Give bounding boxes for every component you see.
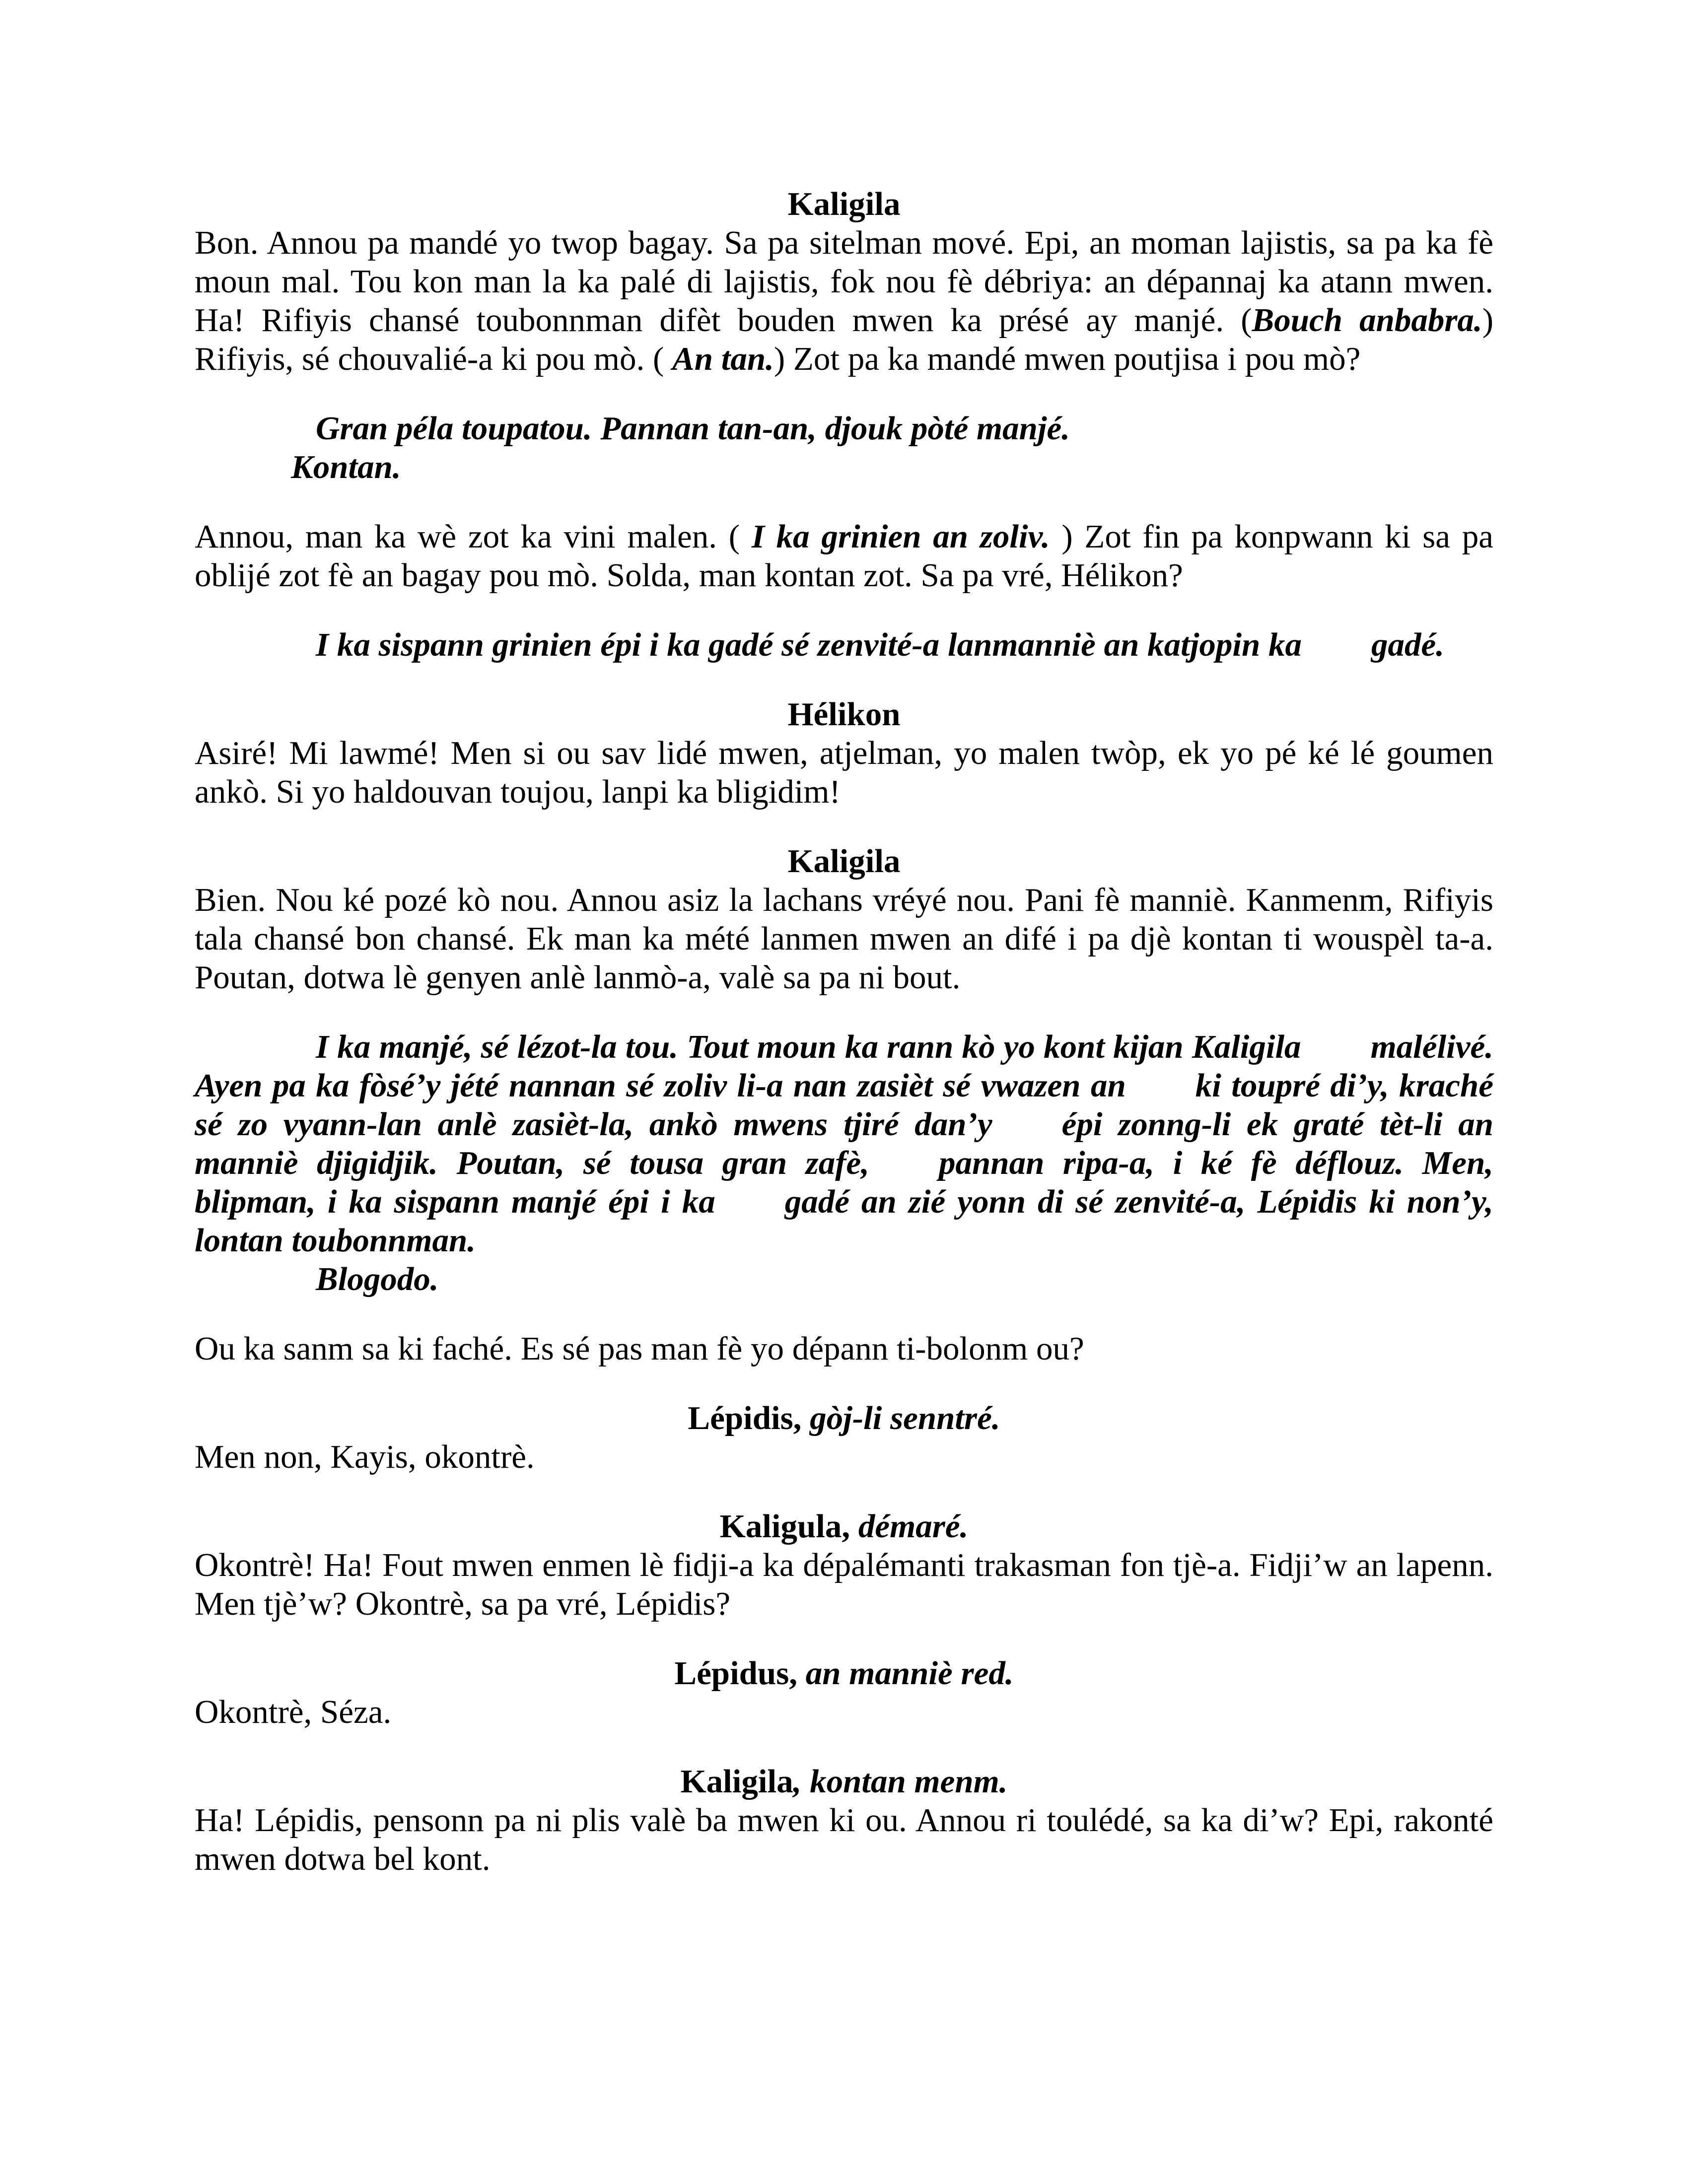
- stage-direction: [195, 409, 1493, 448]
- tab-gap: [715, 1212, 785, 1213]
- text-run: gadé.: [1371, 626, 1445, 663]
- character-heading: [195, 695, 1493, 734]
- dialogue-paragraph: [195, 1693, 1493, 1731]
- text-run: Blogodo.: [316, 1261, 439, 1297]
- text-run: Asiré! Mi lawmé! Men si ou sav lidé mwen, atjelman, yo malen twòp, ek yo pé ké lé goumen ankò. Si yo haldouvan toujou, lanpi ka bligidim!: [195, 735, 1493, 810]
- text-run: Bon. Annou pa mandé yo twop bagay. Sa pa sitelman mové. Epi, an moman lajistis, sa pa ka fè moun mal. Tou kon man la ka palé di lajistis, fok nou fè débriya: an dépannaj ka atann mwen. Ha! Rifiyis chansé toubonnman difèt bouden mwen ka présé ay manjé. (: [195, 224, 1493, 339]
- character-heading: [195, 1762, 1493, 1801]
- text-run: , kontan menm.: [793, 1763, 1008, 1800]
- text-run: Lépidus,: [674, 1655, 806, 1692]
- dialogue-paragraph: [195, 1437, 1493, 1476]
- text-run: I ka sispann grinien épi i ka gadé sé zenvité-a lanmanniè an katjopin ka: [316, 626, 1302, 663]
- text-run: Ou ka sanm sa ki faché. Es sé pas man fè yo dépann ti-bolonm ou?: [195, 1330, 1084, 1367]
- dialogue-paragraph: [195, 881, 1493, 997]
- character-heading: [195, 1399, 1493, 1437]
- character-heading: [195, 1654, 1493, 1693]
- character-heading: [195, 1507, 1493, 1546]
- dialogue-paragraph: [195, 734, 1493, 811]
- text-run: Kaligula,: [719, 1508, 858, 1545]
- dialogue-paragraph: [195, 223, 1493, 378]
- text-run: démaré.: [858, 1508, 969, 1545]
- dialogue-paragraph: [195, 517, 1493, 595]
- text-run: ) Rifiyis, sé chouvalié-a ki pou mò. (: [195, 302, 1493, 377]
- text-run: Kaligila: [680, 1763, 793, 1800]
- dialogue-paragraph: [195, 1801, 1493, 1878]
- text-run: Annou, man ka wè zot ka vini malen. (: [195, 518, 752, 555]
- text-run: gadé an zié yonn di sé zenvité-a, Lépidis ki non’y, lontan toubonnman.: [195, 1183, 1493, 1259]
- character-heading: [195, 185, 1493, 223]
- text-run: pannan ripa-a, i ké fè déflouz. Men, blipman, i ka sispann manjé épi i ka: [195, 1145, 1493, 1220]
- text-run: Hélikon: [787, 696, 901, 733]
- tab-gap: [1301, 1057, 1371, 1058]
- text-run: Bouch anbabra.: [1252, 302, 1482, 339]
- text-run: Kaligila: [787, 843, 901, 880]
- stage-direction: [195, 625, 1493, 664]
- text-run: Kontan.: [291, 449, 401, 485]
- tab-gap: [869, 1173, 939, 1174]
- text-run: gòj-li senntré.: [810, 1400, 1000, 1436]
- dialogue-paragraph: [195, 1546, 1493, 1623]
- stage-direction: [195, 1260, 1493, 1298]
- text-run: Bien. Nou ké pozé kò nou. Annou asiz la lachans vréyé nou. Pani fè manniè. Kanmenm, Rifiyis tala chansé bon chansé. Ek man ka mété lanmen mwen an difé i pa djè kontan ti wouspèl ta-a. Poutan, dotwa lè genyen anlè lanmò-a, valè sa pa ni bout.: [195, 882, 1493, 996]
- text-run: épi zonng-li ek graté tèt-li an manniè djigidjik. Poutan, sé tousa gran zafè,: [195, 1106, 1493, 1181]
- text-run: Lépidis,: [688, 1400, 810, 1436]
- text-run: Kaligila: [787, 186, 901, 222]
- text-run: Men non, Kayis, okontrè.: [195, 1438, 535, 1475]
- text-run: Okontrè! Ha! Fout mwen enmen lè fidji-a ka dépalémanti trakasman fon tjè-a. Fidji’w an lapenn. Men tjè’w? Okontrè, sa pa vré, Lépidis?: [195, 1547, 1493, 1622]
- text-run: ) Zot fin pa konpwann ki sa pa oblijé zot fè an bagay pou mò. Solda, man kontan zot. Sa pa vré, Hélikon?: [195, 518, 1493, 594]
- tab-gap: [1302, 655, 1371, 656]
- text-run: Ha! Lépidis, pensonn pa ni plis valè ba mwen ki ou. Annou ri toulédé, sa ka di’w? Epi, rakonté mwen dotwa bel kont.: [195, 1802, 1493, 1877]
- text-run: malélivé. Ayen pa ka fòsé’y jété nannan sé zoliv li-a nan zasièt sé vwazen an: [195, 1028, 1493, 1104]
- stage-direction: [195, 448, 1493, 486]
- text-run: ) Zot pa ka mandé mwen poutjisa i pou mò?: [774, 341, 1361, 377]
- text-run: ki toupré di’y, kraché sé zo vyann-lan anlè zasièt-la, ankò mwens tjiré dan’y: [195, 1067, 1493, 1143]
- text-run: Gran péla toupatou. Pannan tan-an, djouk pòté manjé.: [316, 410, 1070, 447]
- text-run: Okontrè, Séza.: [195, 1694, 392, 1730]
- stage-direction: [195, 1027, 1493, 1260]
- text-run: An tan.: [672, 341, 774, 377]
- text-run: an manniè red.: [805, 1655, 1014, 1692]
- dialogue-paragraph: [195, 1329, 1493, 1368]
- text-run: I ka grinien an zoliv.: [751, 518, 1050, 555]
- text-run: I ka manjé, sé lézot-la tou. Tout moun ka rann kò yo kont kijan Kaligila: [316, 1028, 1301, 1065]
- character-heading: [195, 842, 1493, 881]
